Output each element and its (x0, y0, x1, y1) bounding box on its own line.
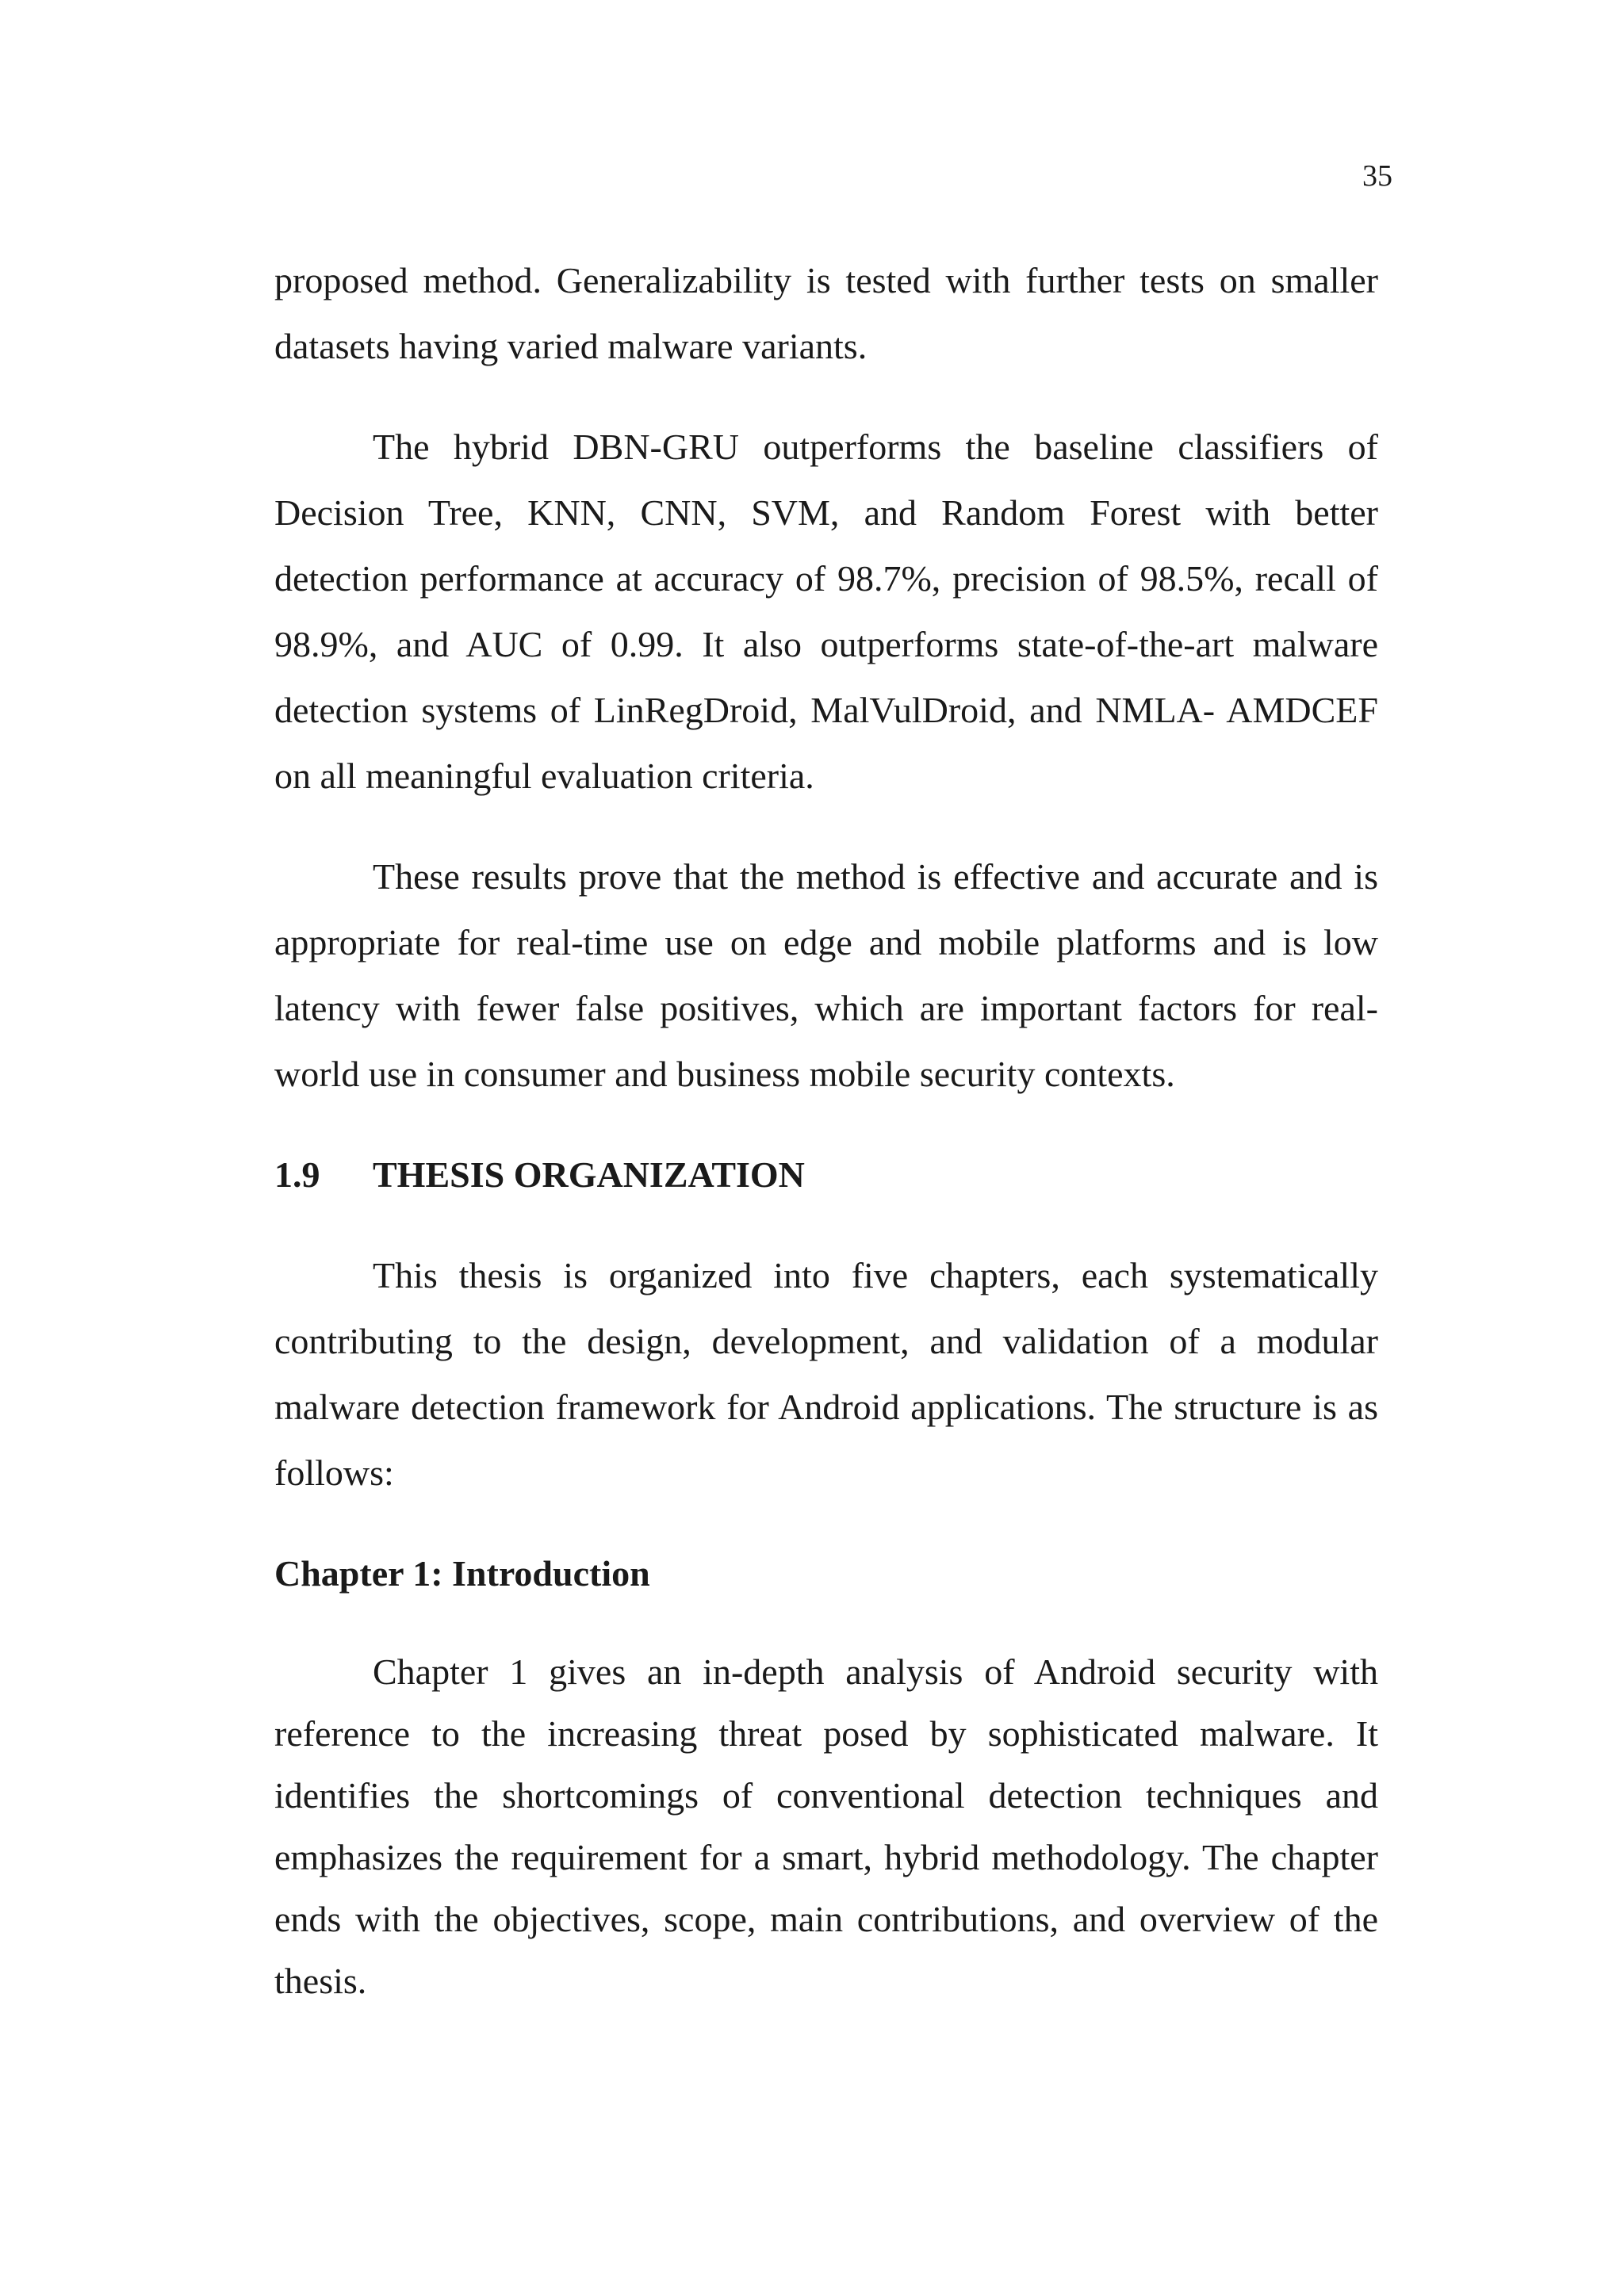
section-heading (274, 1142, 1378, 1207)
paragraph-continuation: proposed method. Generalizability is tested with further tests on smaller datasets having varied malware variants. (274, 260, 1378, 366)
page-number: 35 (1362, 159, 1392, 193)
paragraph-results: The hybrid DBN-GRU outperforms the baseline classifiers of Decision Tree, KNN, CNN, SVM, and Random Forest with better detection performance at accuracy of 98.7%, precision of 98.5%, recall of 98.9%, and AUC of 0.99. It also outperforms state-of-the-art malware detection systems of LinRegDroid, MalVulDroid, and NMLA- AMDCEF on all meaningful evaluation criteria. (274, 427, 1378, 796)
page-body (274, 247, 1378, 2012)
section-intro-paragraph: This thesis is organized into five chapters, each systematically contributing to the design, development, and validation of a modular malware detection framework for Android applications. The structure is as follows: (274, 1255, 1378, 1493)
paragraph-conclusion: These results prove that the method is effective and accurate and is appropriate for real-time use on edge and mobile platforms and is low latency with fewer false positives, which are important factors for real-world use in consumer and business mobile security contexts. (274, 856, 1378, 1094)
section-title: THESIS ORGANIZATION (373, 1154, 805, 1195)
section-number: 1.9 (274, 1154, 320, 1195)
chapter-heading: Chapter 1: Introduction (274, 1553, 650, 1594)
chapter-summary-paragraph: Chapter 1 gives an in-depth analysis of Android security with reference to the increasing threat posed by sophisticated malware. It identifies the shortcomings of conventional detection techniques and emphasizes the requirement for a smart, hybrid methodology. The chapter ends with the objectives, scope, main contributions, and overview of the thesis. (274, 1651, 1378, 2001)
